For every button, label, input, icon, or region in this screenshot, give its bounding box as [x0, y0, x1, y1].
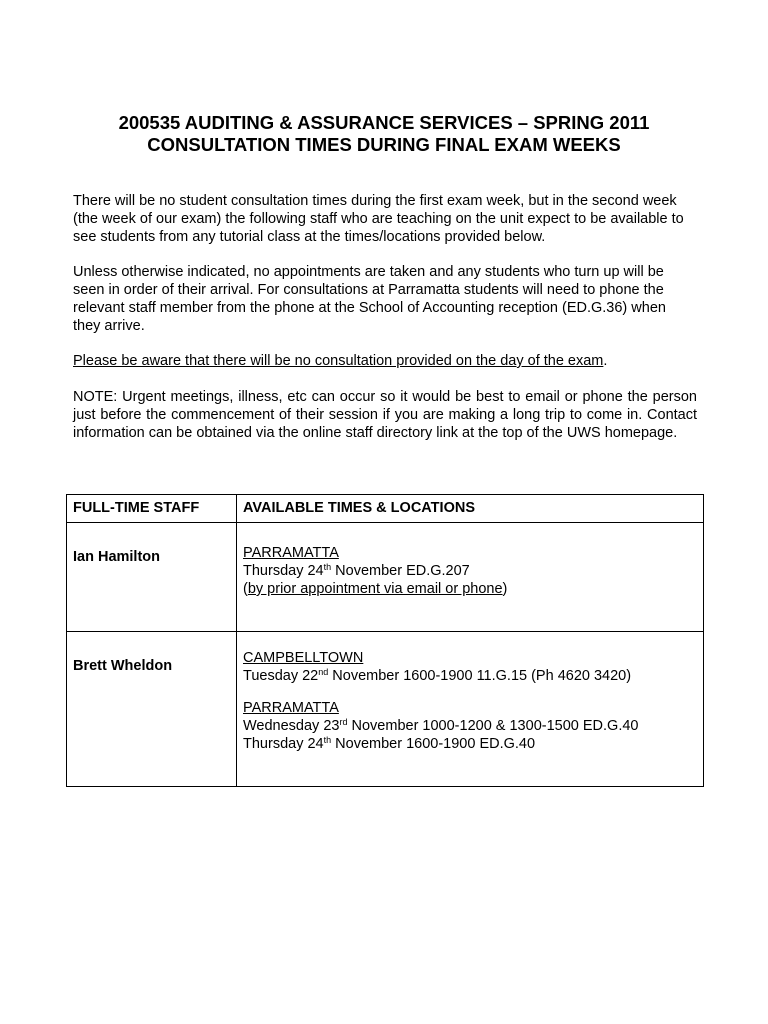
exam-day-notice-period: . — [603, 353, 608, 369]
times-cell — [237, 632, 704, 787]
time-line: Thursday 24th November ED.G.207 — [243, 562, 470, 579]
location-label: PARRAMATTA — [243, 545, 339, 561]
arrival-paragraph: Unless otherwise indicated, no appointments are taken and any students who turn up will be seen in order of their arrival. For consultations at Parramatta students will need to phone the relevant staff member from the phone at the School of Accounting reception (ED.G.36) when they arrive. — [73, 264, 666, 334]
consultation-table — [66, 494, 704, 787]
header-times: AVAILABLE TIMES & LOCATIONS — [237, 495, 704, 523]
table-row — [67, 523, 704, 632]
time-line: Wednesday 23rd November 1000-1200 & 1300-1500 ED.G.40 — [243, 717, 639, 734]
staff-name: Brett Wheldon — [73, 658, 173, 674]
exam-day-notice-text: Please be aware that there will be no consultation provided on the day of the exam — [73, 353, 604, 369]
staff-cell — [67, 523, 237, 632]
staff-name: Ian Hamilton — [73, 549, 161, 565]
note-paragraph: NOTE: Urgent meetings, illness, etc can occur so it would be best to email or phone the person just before the commencement of their session if you are making a long trip to come in. Contact information can be obtained via the online staff directory link at the top of the UWS homepage. — [73, 389, 697, 441]
title-line-2: CONSULTATION TIMES DURING FINAL EXAM WEEKS — [147, 134, 621, 155]
location-label: PARRAMATTA — [243, 700, 339, 716]
appointment-note: (by prior appointment via email or phone) — [243, 581, 508, 597]
document-title — [60, 112, 708, 156]
table-header-row — [67, 495, 704, 523]
intro-paragraph: There will be no student consultation times during the first exam week, but in the second week (the week of our exam) the following staff who are teaching on the unit expect to be available to see students from any tutorial class at the times/locations provided below. — [73, 193, 684, 245]
header-staff: FULL-TIME STAFF — [67, 495, 237, 523]
time-line: Thursday 24th November 1600-1900 ED.G.40 — [243, 735, 536, 752]
table-row — [67, 632, 704, 787]
times-cell — [237, 523, 704, 632]
location-label: CAMPBELLTOWN — [243, 650, 364, 666]
title-line-1: 200535 AUDITING & ASSURANCE SERVICES – SPRING 2011 — [118, 112, 650, 133]
exam-day-notice — [73, 352, 697, 370]
staff-cell — [67, 632, 237, 787]
time-line: Tuesday 22nd November 1600-1900 11.G.15 (Ph 4620 3420) — [243, 667, 632, 684]
